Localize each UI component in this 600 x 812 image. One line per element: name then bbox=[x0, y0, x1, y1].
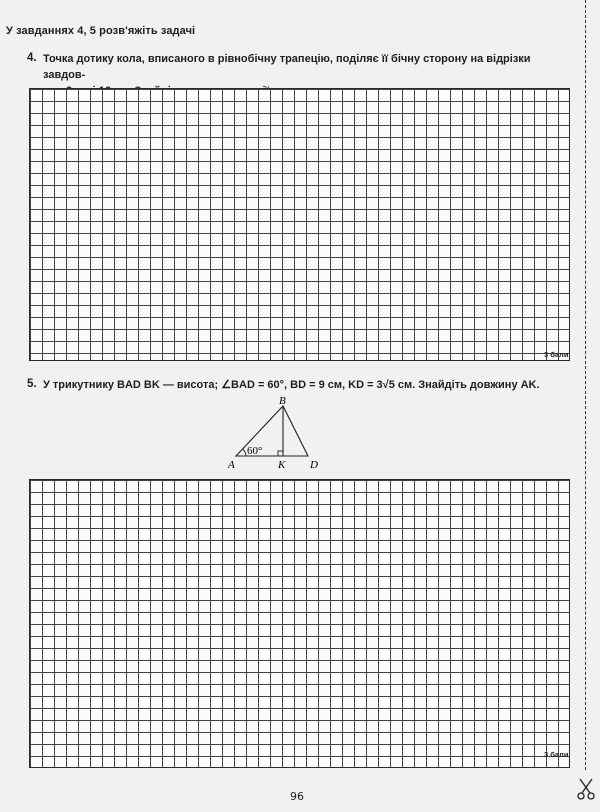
vertex-label-a: A bbox=[228, 459, 235, 471]
task-4-points: 3 бали bbox=[544, 350, 569, 359]
triangle-figure bbox=[222, 394, 327, 472]
task-5-text: У трикутнику BAD BK — висота; ∠BAD = 60°, BD = 9 см, KD = 3√5 см. Знайдіть довжину AK. bbox=[43, 379, 540, 391]
page-number: 96 bbox=[290, 790, 304, 803]
scissors-icon bbox=[577, 778, 595, 800]
task-5-answer-grid[interactable] bbox=[29, 479, 570, 768]
vertex-label-b: B bbox=[279, 395, 286, 407]
task-5-points: 3 бали bbox=[544, 750, 569, 759]
angle-label: 60° bbox=[247, 445, 263, 457]
cut-line bbox=[585, 0, 586, 770]
task-4-number: 4. bbox=[27, 52, 37, 64]
section-header: У завданнях 4, 5 розв'яжіть задачі bbox=[6, 25, 196, 37]
angle-arc bbox=[243, 449, 246, 456]
vertex-label-d: D bbox=[310, 459, 318, 471]
task-4-answer-grid[interactable] bbox=[29, 88, 570, 361]
task-5-number: 5. bbox=[27, 378, 37, 390]
vertex-label-k: K bbox=[278, 459, 286, 471]
task-4-line-1: Точка дотику кола, вписаного в рівнобічну трапецію, поділяє її бічну сторону на відрізки завдов- bbox=[43, 53, 531, 81]
right-angle-mark bbox=[278, 451, 283, 456]
